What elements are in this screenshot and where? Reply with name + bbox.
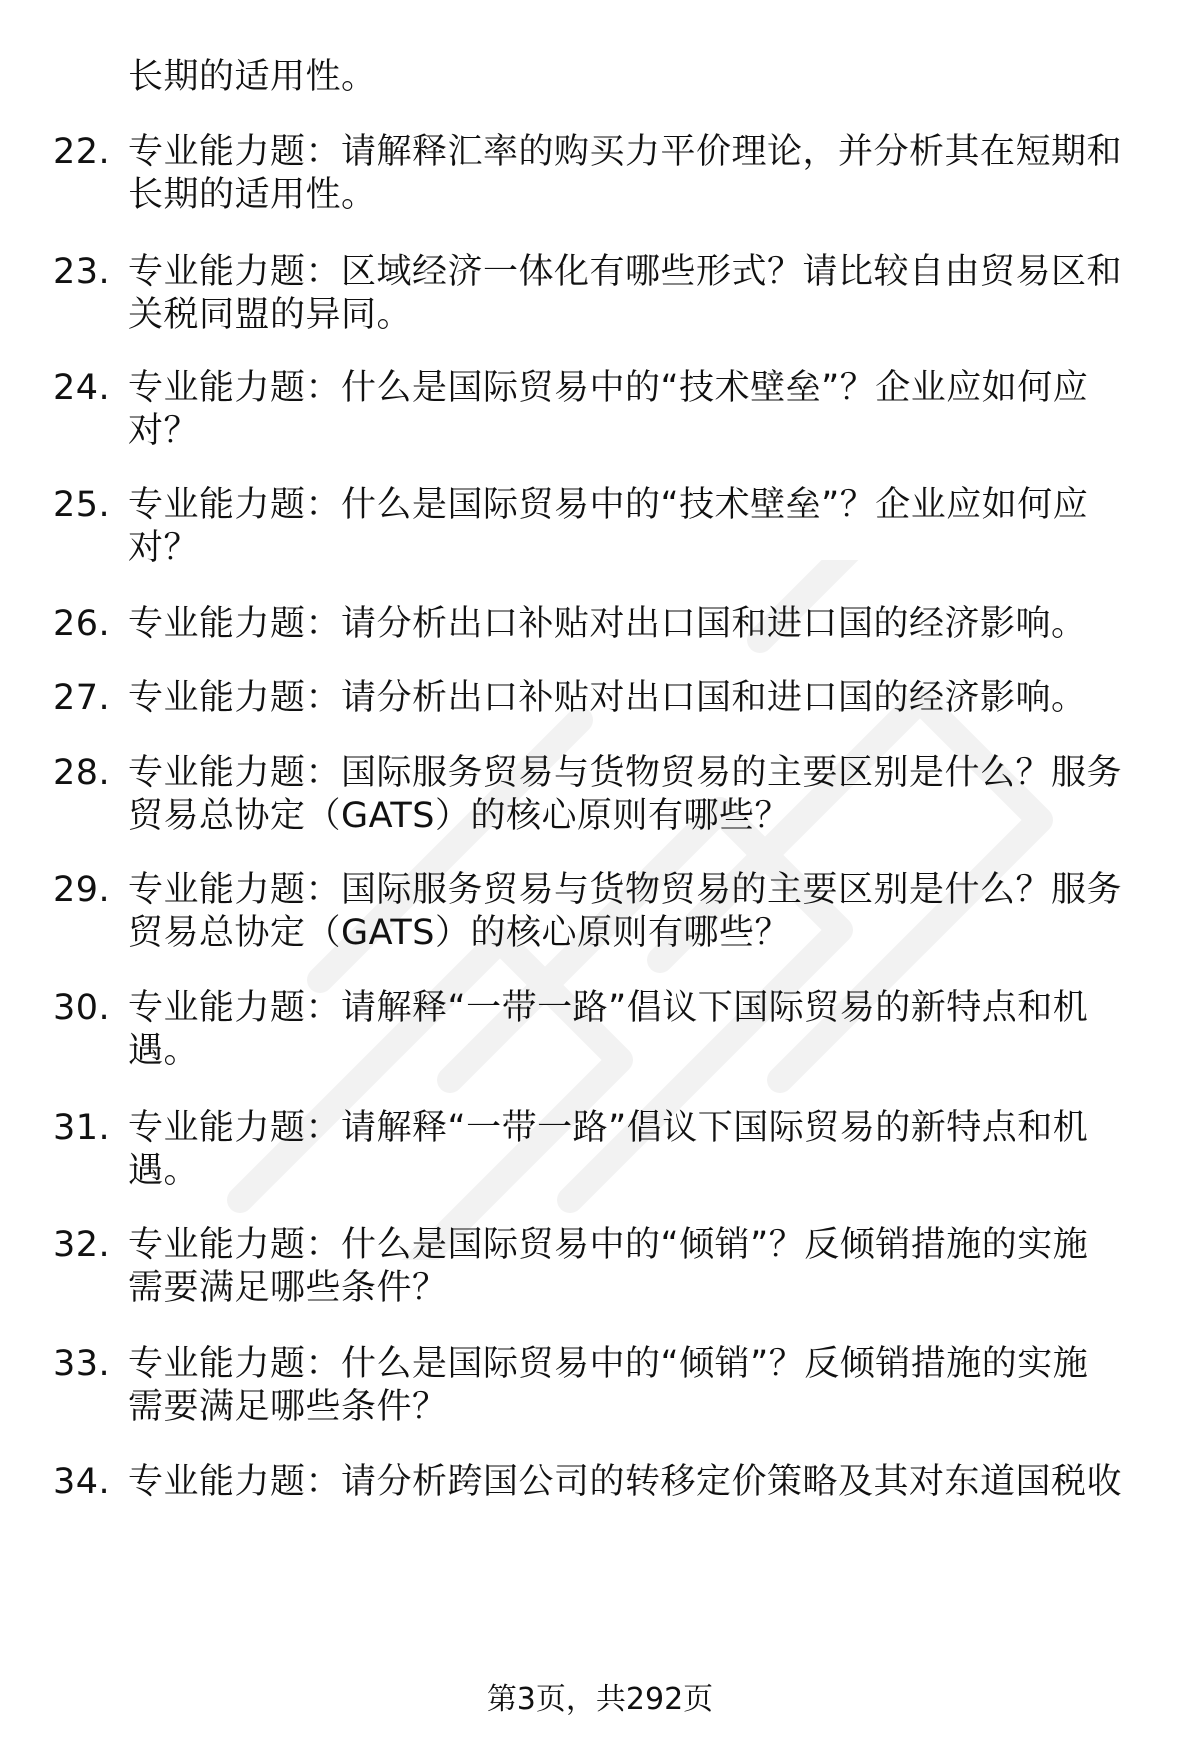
item-number: 22. — [53, 132, 111, 172]
item-text: 专业能力题：请分析出口补贴对出口国和进口国的经济影响。 — [128, 678, 1087, 718]
item-text: 专业能力题：请解释汇率的购买力平价理论，并分析其在短期和 — [128, 132, 1123, 172]
item-text: 需要满足哪些条件？ — [128, 1387, 448, 1427]
item-number: 26. — [53, 604, 111, 644]
item-number: 28. — [53, 753, 111, 793]
item-text: 长期的适用性。 — [128, 57, 377, 97]
item-text: 需要满足哪些条件？ — [128, 1268, 448, 1308]
item-text: 专业能力题：什么是国际贸易中的“技术壁垒”？企业应如何应 — [128, 485, 1089, 525]
item-text: 专业能力题：什么是国际贸易中的“技术壁垒”？企业应如何应 — [128, 368, 1089, 408]
item-text: 专业能力题：什么是国际贸易中的“倾销”？反倾销措施的实施 — [128, 1344, 1089, 1384]
item-number: 31. — [53, 1108, 111, 1148]
item-number: 32. — [53, 1225, 111, 1265]
item-text: 贸易总协定（GATS）的核心原则有哪些？ — [128, 796, 790, 836]
item-text: 对？ — [128, 411, 200, 451]
page-footer: 第3页，共292页 — [486, 1682, 714, 1717]
item-number: 34. — [53, 1462, 111, 1502]
item-text: 专业能力题：请解释“一带一路”倡议下国际贸易的新特点和机 — [128, 1108, 1089, 1148]
item-text: 关税同盟的异同。 — [128, 295, 413, 335]
item-text: 专业能力题：请分析出口补贴对出口国和进口国的经济影响。 — [128, 604, 1087, 644]
item-text: 遇。 — [128, 1031, 200, 1071]
item-text: 专业能力题：国际服务贸易与货物贸易的主要区别是什么？服务 — [128, 870, 1123, 910]
item-text: 专业能力题：请解释“一带一路”倡议下国际贸易的新特点和机 — [128, 988, 1089, 1028]
item-number: 29. — [53, 870, 111, 910]
item-text: 遇。 — [128, 1151, 200, 1191]
item-number: 33. — [53, 1344, 111, 1384]
item-number: 27. — [53, 678, 111, 718]
item-number: 30. — [53, 988, 111, 1028]
item-number: 25. — [53, 485, 111, 525]
item-text: 对？ — [128, 528, 200, 568]
item-text: 专业能力题：请分析跨国公司的转移定价策略及其对东道国税收 — [128, 1462, 1123, 1502]
item-text: 专业能力题：国际服务贸易与货物贸易的主要区别是什么？服务 — [128, 753, 1123, 793]
item-number: 24. — [53, 368, 111, 408]
item-text: 长期的适用性。 — [128, 175, 377, 215]
item-text: 专业能力题：区域经济一体化有哪些形式？请比较自由贸易区和 — [128, 252, 1123, 292]
item-text: 专业能力题：什么是国际贸易中的“倾销”？反倾销措施的实施 — [128, 1225, 1089, 1265]
item-text: 贸易总协定（GATS）的核心原则有哪些？ — [128, 913, 790, 953]
item-number: 23. — [53, 252, 111, 292]
